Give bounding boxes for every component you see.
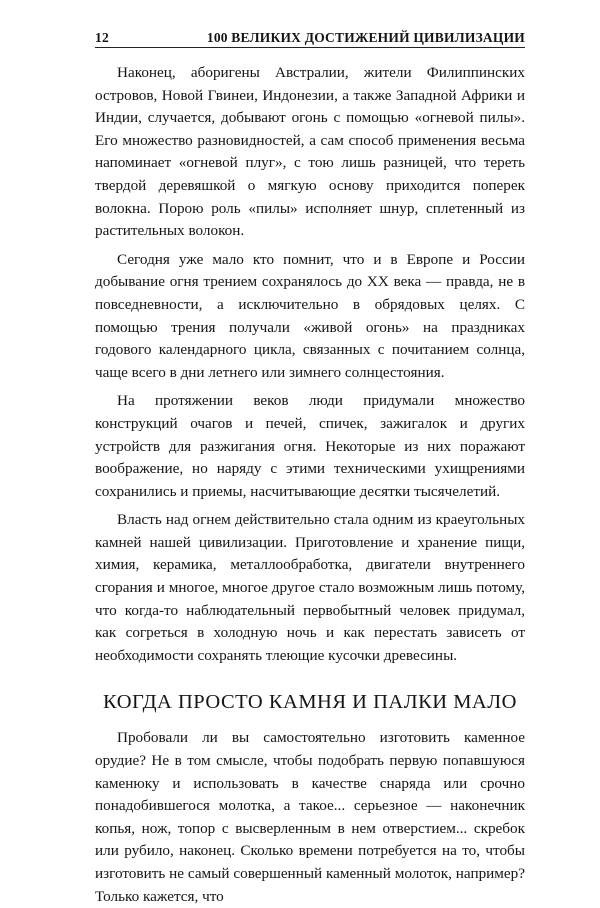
section-heading: КОГДА ПРОСТО КАМНЯ И ПАЛКИ МАЛО <box>103 691 517 714</box>
header-rule <box>95 47 525 48</box>
body-text <box>95 62 525 908</box>
paragraph: Пробовали ли вы самостоятельно изготовить каменное орудие? Не в том смысле, чтобы подобрать первую попавшуюся каменюку и использовать в качестве снаряда или срочно понадобившегося молотка, а такое... серьезное — наконечник копья, нож, топор с высверленным в нем отверстием... скребок или рубило, наконец. Сколько времени потребуется на то, чтобы изготовить не самый совершенный каменный молоток, например? Только кажется, что <box>95 729 525 905</box>
running-header <box>95 26 525 46</box>
paragraph: Наконец, аборигены Австралии, жители Филиппинских островов, Новой Гвинеи, Индонезии, а также Западной Африки и Индии, случается, добывают огонь с помощью «огневой пилы». Его множество разновидностей, а сам способ применения весьма напоминает «огневой плуг», с тою лишь разницей, что тереть твердой деревяшкой о мягкую основу приходится поперек волокна. Порою роль «пилы» исполняет шнур, сплетенный из растительных волокон. <box>95 64 525 240</box>
page-number: 12 <box>95 30 109 45</box>
paragraph: Власть над огнем действительно стала одним из краеугольных камней нашей цивилизации. Приготовление и хранение пищи, химия, керамика, металлообработка, двигатели внутреннего сгорания и многое, многое другое стало возможным лишь потому, что когда-то наблюдательный первобытный человек придумал, как согреться в холодную ночь и как перестать зависеть от необходимости сохранять тлеющие кусочки древесины. <box>95 511 525 664</box>
paragraph: На протяжении веков люди придумали множество конструкций очагов и печей, спичек, зажигалок и других устройств для разжигания огня. Некоторые из них поражают воображение, но наряду с этими техническими ухищрениями сохранились и приемы, насчитывающие десятки тысячелетий. <box>95 392 525 500</box>
running-title: 100 ВЕЛИКИХ ДОСТИЖЕНИЙ ЦИВИЛИЗАЦИИ <box>206 30 525 45</box>
paragraph: Сегодня уже мало кто помнит, что и в Европе и России добывание огня трением сохранялось до XX века — правда, не в повседневности, а исключительно в обрядовых целях. С помощью трения получали «живой огонь» на праздниках годового календарного цикла, связанных с почитанием солнца, чаще всего в дни летнего или зимнего солнцестояния. <box>95 250 525 381</box>
